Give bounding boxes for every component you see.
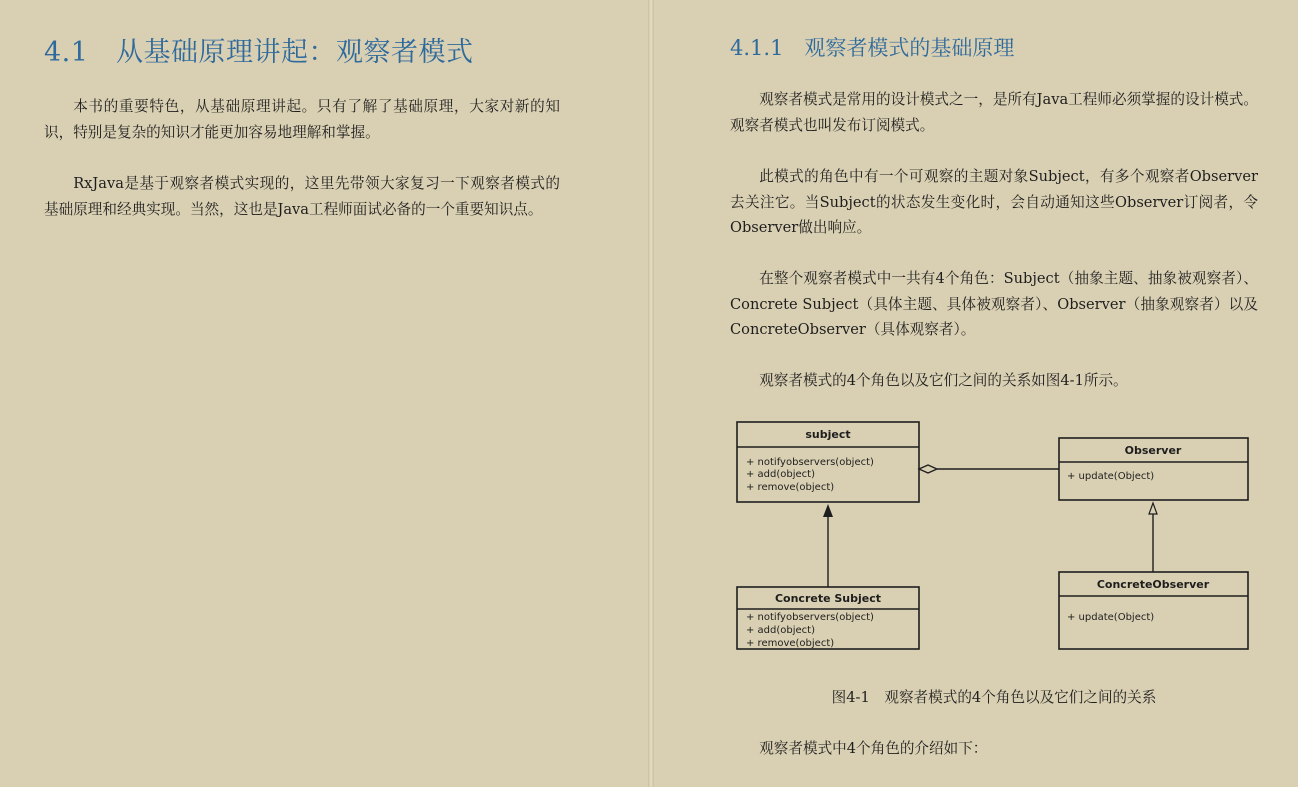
body-paragraph-3: 在整个观察者模式中一共有4个角色：Subject（抽象主题、抽象被观察者）、Concrete Subject（具体主题、具体被观察者）、Observer（抽象观察者）以及ConcreteObserver（具体观察者）。	[730, 270, 1258, 339]
uml-class-concrete-observer	[1059, 572, 1248, 649]
subject-class-title: subject	[805, 428, 851, 441]
uml-class-observer	[1059, 438, 1248, 500]
concrete-subject-class-title: Concrete Subject	[774, 592, 882, 605]
subject-method-1: + notifyobservers(object)	[746, 457, 874, 468]
concrete-observer-class-title: ConcreteObserver	[1096, 578, 1210, 591]
concrete-subject-method-3: + remove(object)	[746, 638, 835, 649]
section-heading: 4.1 从基础原理讲起：观察者模式	[44, 37, 474, 68]
concrete-observer-method-1: + update(Object)	[1067, 612, 1155, 623]
body-paragraph-4: 观察者模式的4个角色以及它们之间的关系如图4-1所示。	[759, 372, 1128, 389]
left-page	[0, 0, 648, 787]
inheritance-arrow-subject	[823, 504, 833, 587]
concrete-subject-method-2: + add(object)	[746, 625, 815, 636]
body-paragraph-5: 观察者模式中4个角色的介绍如下：	[759, 740, 988, 757]
aggregation-connector	[919, 465, 1059, 473]
uml-class-diagram	[734, 418, 1254, 658]
uml-class-subject	[737, 422, 919, 502]
intro-paragraph-2: RxJava是基于观察者模式实现的，这里先带领大家复习一下观察者模式的基础原理和经典实现。当然，这也是Java工程师面试必备的一个重要知识点。	[44, 175, 560, 218]
observer-method-1: + update(Object)	[1067, 471, 1155, 482]
uml-class-concrete-subject	[737, 587, 919, 649]
subject-method-3: + remove(object)	[746, 482, 835, 493]
concrete-subject-method-1: + notifyobservers(object)	[746, 612, 874, 623]
figure-caption: 图4-1 观察者模式的4个角色以及它们之间的关系	[831, 689, 1157, 706]
inheritance-arrow-observer	[1149, 503, 1157, 572]
body-paragraph-2: 此模式的角色中有一个可观察的主题对象Subject，有多个观察者Observer去关注它。当Subject的状态发生变化时，会自动通知这些Observer订阅者，令Observer做出响应。	[730, 168, 1258, 237]
body-paragraph-1: 观察者模式是常用的设计模式之一，是所有Java工程师必须掌握的设计模式。观察者模式也叫发布订阅模式。	[730, 91, 1258, 134]
subject-method-2: + add(object)	[746, 469, 815, 480]
subsection-heading: 4.1.1 观察者模式的基础原理	[730, 36, 1015, 60]
right-page	[654, 0, 1298, 787]
observer-class-title: Observer	[1124, 444, 1182, 457]
intro-paragraph-1: 本书的重要特色，从基础原理讲起。只有了解了基础原理，大家对新的知识，特别是复杂的知识才能更加容易地理解和掌握。	[44, 98, 560, 141]
